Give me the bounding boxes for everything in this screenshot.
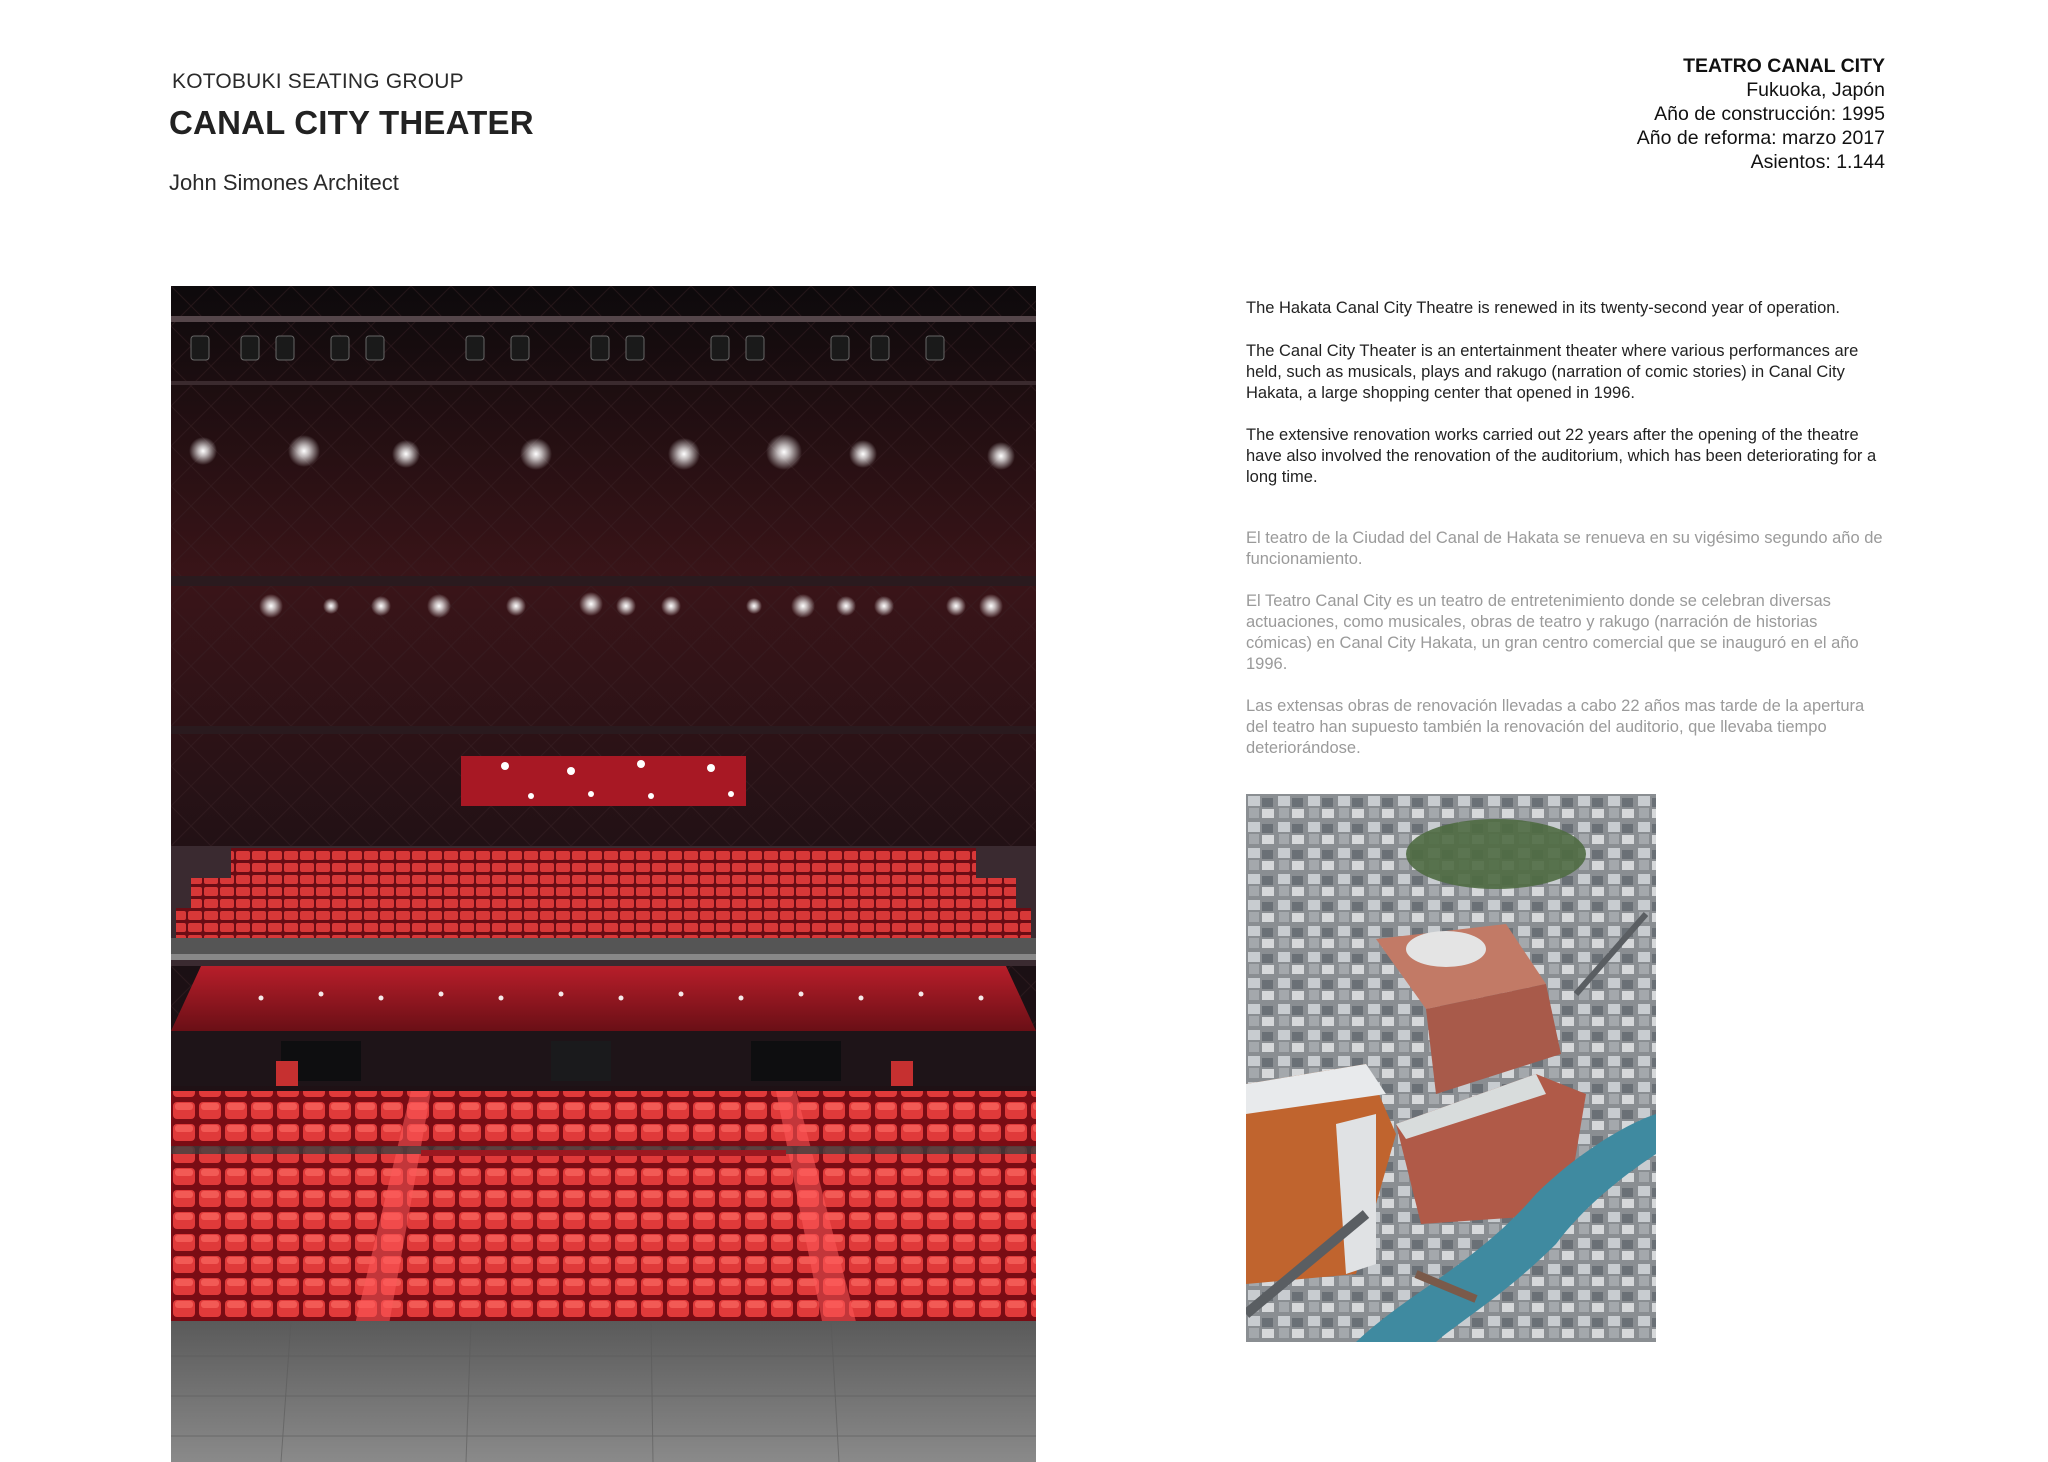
english-paragraph-2: The Canal City Theater is an entertainment theater where various performances are held, such as musicals, plays and rakugo (narration of comic stories) in Canal City Hakata, a large shopping center that opened in 1996. [1246, 342, 1859, 402]
info-construction-year: Año de construcción: 1995 [1654, 103, 1885, 125]
aerial-city-photo [1246, 794, 1656, 1342]
english-paragraph-1: The Hakata Canal City Theatre is renewed in its twenty-second year of operation. [1246, 299, 1840, 317]
info-reform-year: Año de reforma: marzo 2017 [1636, 127, 1885, 149]
spanish-paragraph-2: El Teatro Canal City es un teatro de entretenimiento donde se celebran diversas actuaciones, como musicales, obras de teatro y rakugo (narración de historias cómicas) en Canal City Hakata, un gran centro comercial que se inauguró en el año 1996. [1246, 592, 1859, 673]
info-theater-name: TEATRO CANAL CITY [1683, 55, 1885, 77]
architect-name: John Simones Architect [169, 170, 399, 195]
english-paragraph-3: The extensive renovation works carried out 22 years after the opening of the theatre have also involved the renovation of the auditorium, which has been deteriorating for a long time. [1246, 426, 1877, 486]
company-name: KOTOBUKI SEATING GROUP [172, 70, 464, 93]
spanish-paragraph-1: El teatro de la Ciudad del Canal de Hakata se renueva en su vigésimo segundo año de funcionamiento. [1246, 529, 1883, 568]
spanish-paragraph-3: Las extensas obras de renovación llevadas a cabo 22 años mas tarde de la apertura del teatro han supuesto también la renovación del auditorio, que llevaba tiempo deteriorándose. [1246, 697, 1865, 757]
info-seats: Asientos: 1.144 [1750, 151, 1885, 173]
theater-photo [171, 286, 1036, 1462]
info-block [1637, 54, 1885, 174]
page-title: CANAL CITY THEATER [169, 104, 534, 141]
info-location: Fukuoka, Japón [1746, 79, 1885, 101]
